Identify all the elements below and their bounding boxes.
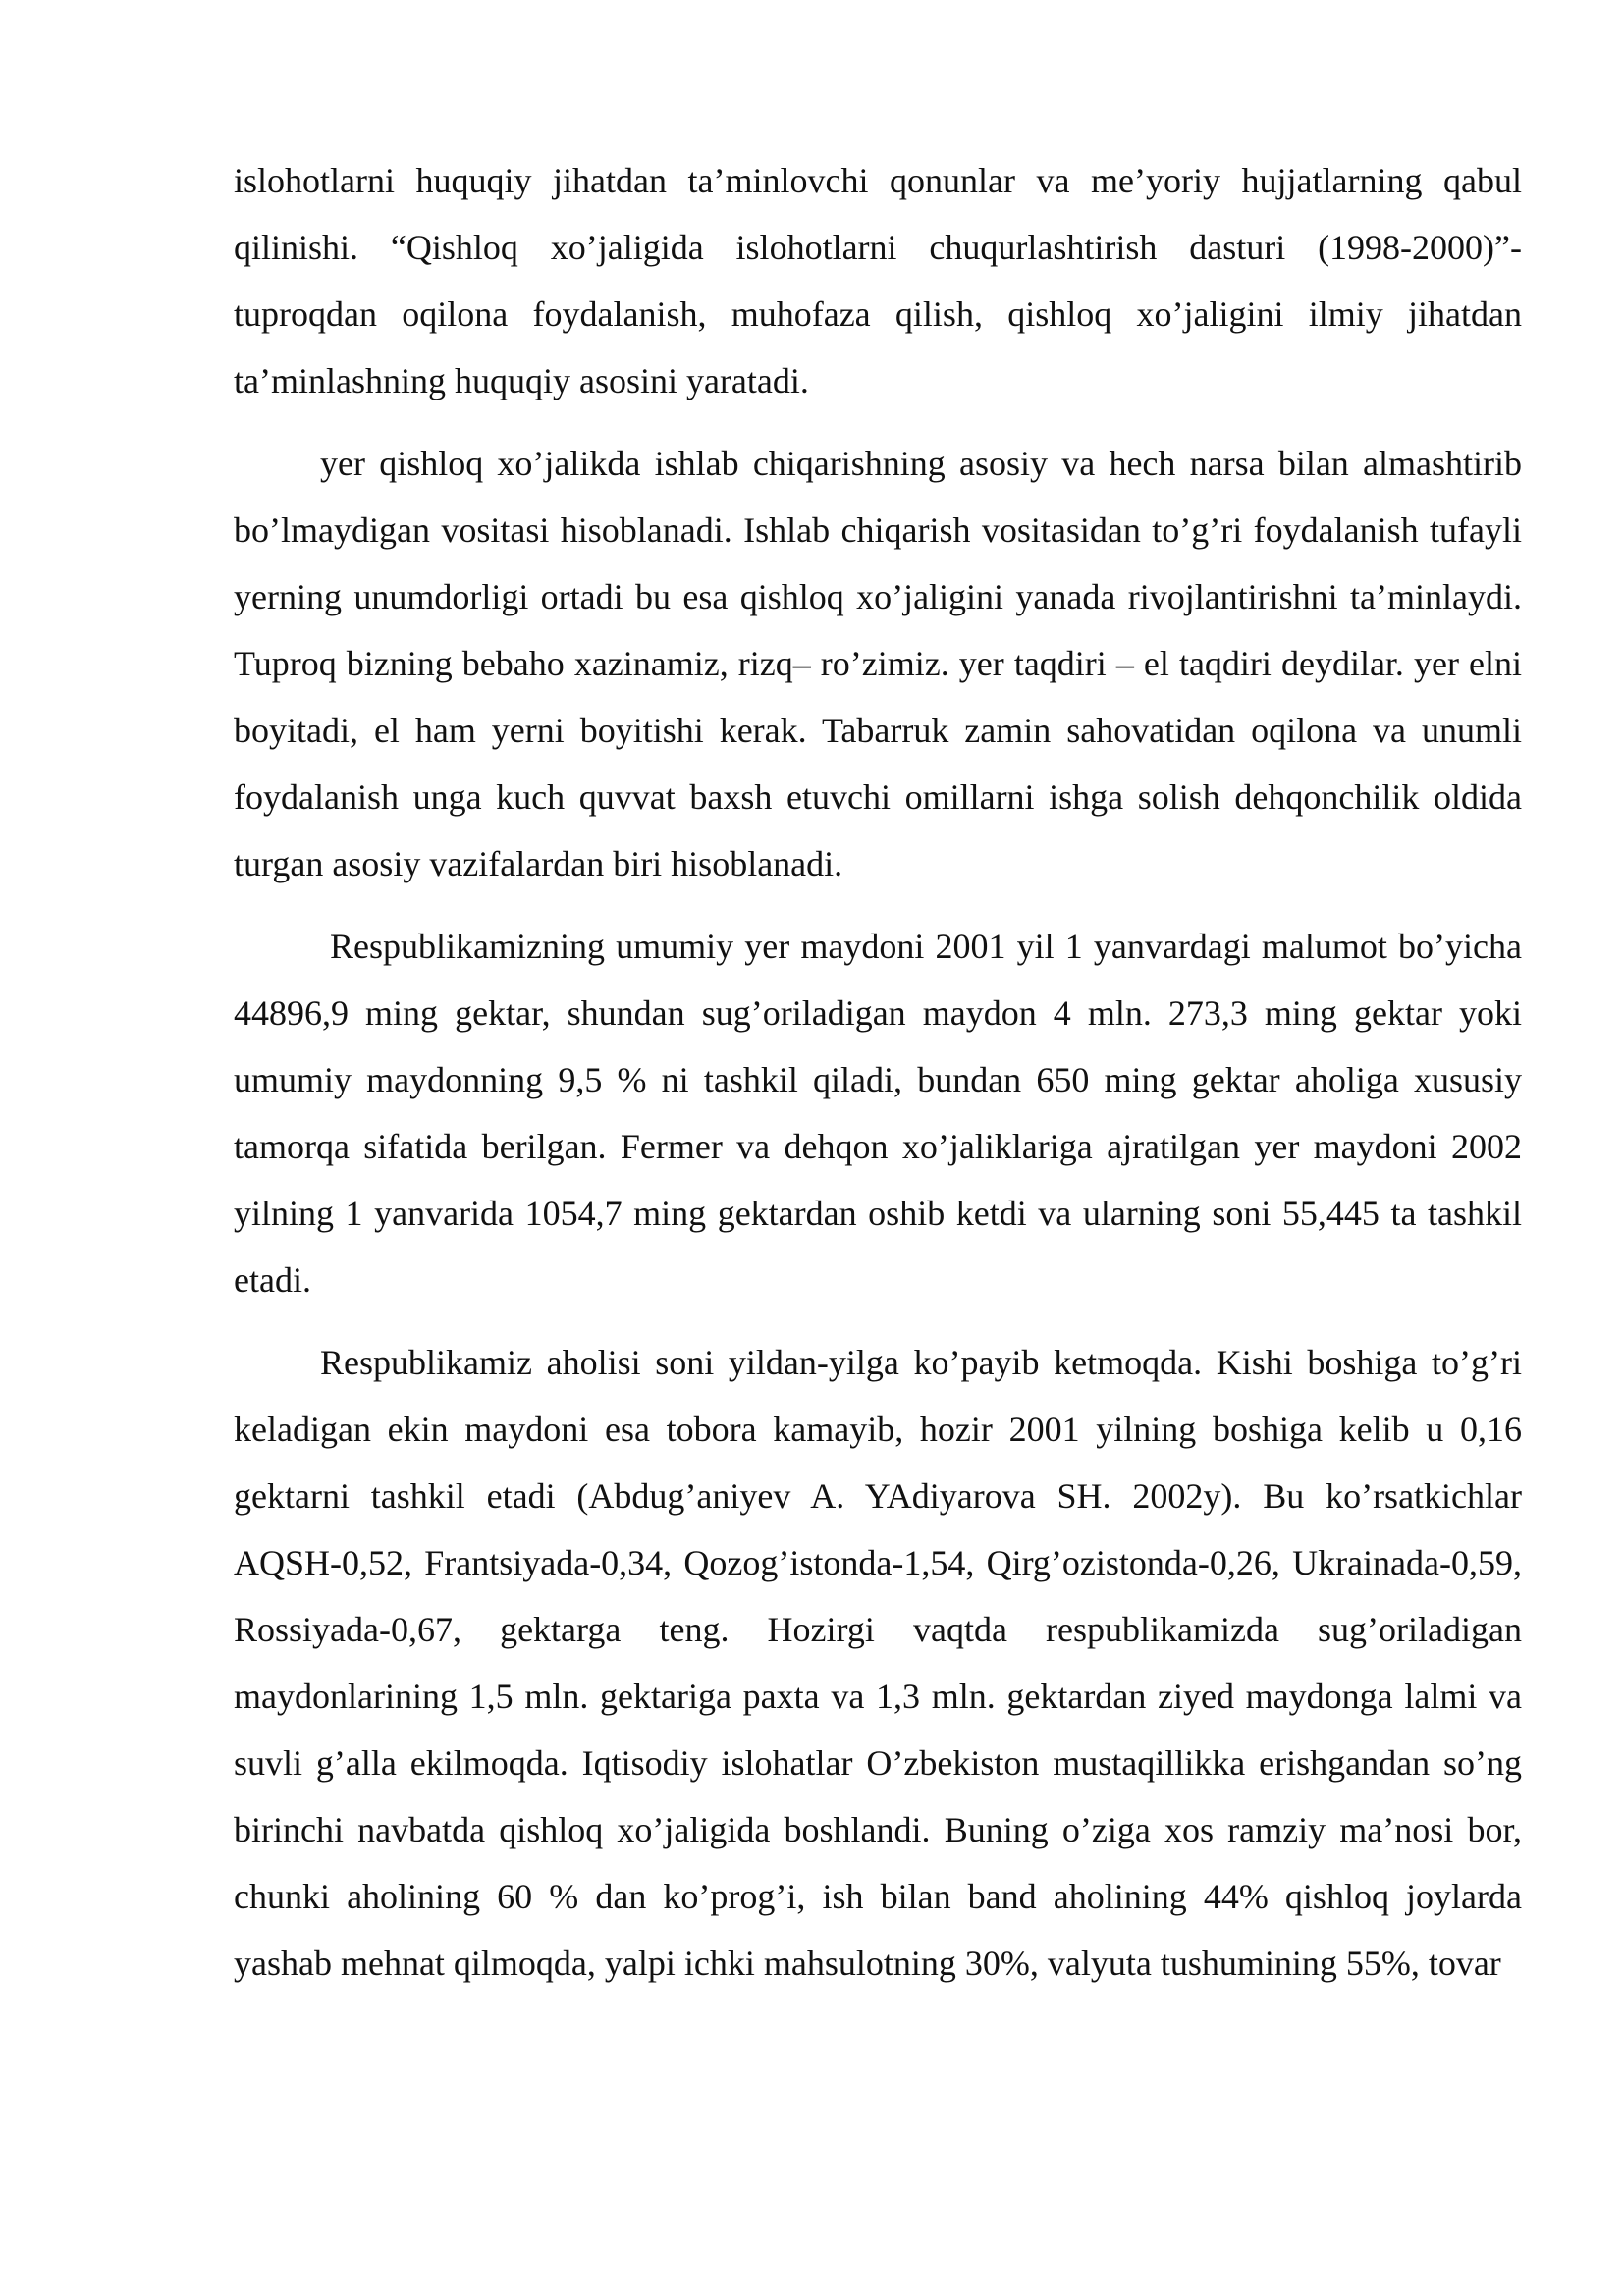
document-page bbox=[234, 147, 1522, 2012]
paragraph-4: Respublikamiz aholisi soni yildan-yilga ko’payib ketmoqda. Kishi boshiga to’g’ri keladigan ekin maydoni esa tobora kamayib, hozir 2001 yilning boshiga kelib u 0,16 gektarni tashkil etadi (Abdug’aniyev A. YAdiyarova SH. 2002y). Bu ko’rsatkichlar AQSH-0,52, Frantsiyada-0,34, Qozog’istonda-1,54, Qirg’ozistonda-0,26, Ukrainada-0,59, Rossiyada-0,67, gektarga teng. Hozirgi vaqtda respublikamizda sug’oriladigan maydonlarining 1,5 mln. gektariga paxta va 1,3 mln. gektardan ziyed maydonga lalmi va suvli g’alla ekilmoqda. Iqtisodiy islohatlar O’zbekiston mustaqillikka erishgandan so’ng birinchi navbatda qishloq xo’jaligida boshlandi. Buning o’ziga xos ramziy ma’nosi bor, chunki aholining 60 % dan ko’prog’i, ish bilan band aholining 44% qishloq joylarda yashab mehnat qilmoqda, yalpi ichki mahsulotning 30%, valyuta tushumining 55%, tovar bbox=[234, 1343, 1522, 1983]
paragraph-2: yer qishloq xo’jalikda ishlab chiqarishning asosiy va hech narsa bilan almashtirib bo’lmaydigan vositasi hisoblanadi. Ishlab chiqarish vositasidan to’g’ri foydalanish tufayli yerning unumdorligi ortadi bu esa qishloq xo’jaligini yanada rivojlantirishni ta’minlaydi. Tuproq bizning bebaho xazinamiz, rizq– ro’zimiz. yer taqdiri – el taqdiri deydilar. yer elni boyitadi, el ham yerni boyitishi kerak. Tabarruk zamin sahovatidan oqilona va unumli foydalanish unga kuch quvvat baxsh etuvchi omillarni ishga solish dehqonchilik oldida turgan asosiy vazifalardan biri hisoblanadi. bbox=[234, 444, 1522, 883]
paragraph-1: islohotlarni huquqiy jihatdan ta’minlovchi qonunlar va me’yoriy hujjatlarning qabul qilinishi. “Qishloq xo’jaligida islohotlarni chuqurlashtirish dasturi (1998-2000)”-tuproqdan oqilona foydalanish, muhofaza qilish, qishloq xo’jaligini ilmiy jihatdan ta’minlashning huquqiy asosini yaratadi. bbox=[234, 161, 1522, 400]
paragraph-3: Respublikamizning umumiy yer maydoni 2001 yil 1 yanvardagi malumot bo’yicha 44896,9 ming gektar, shundan sug’oriladigan maydon 4 mln. 273,3 ming gektar yoki umumiy maydonning 9,5 % ni tashkil qiladi, bundan 650 ming gektar aholiga xususiy tamorqa sifatida berilgan. Fermer va dehqon xo’jaliklariga ajratilgan yer maydoni 2002 yilning 1 yanvarida 1054,7 ming gektardan oshib ketdi va ularning soni 55,445 ta tashkil etadi. bbox=[234, 927, 1522, 1300]
